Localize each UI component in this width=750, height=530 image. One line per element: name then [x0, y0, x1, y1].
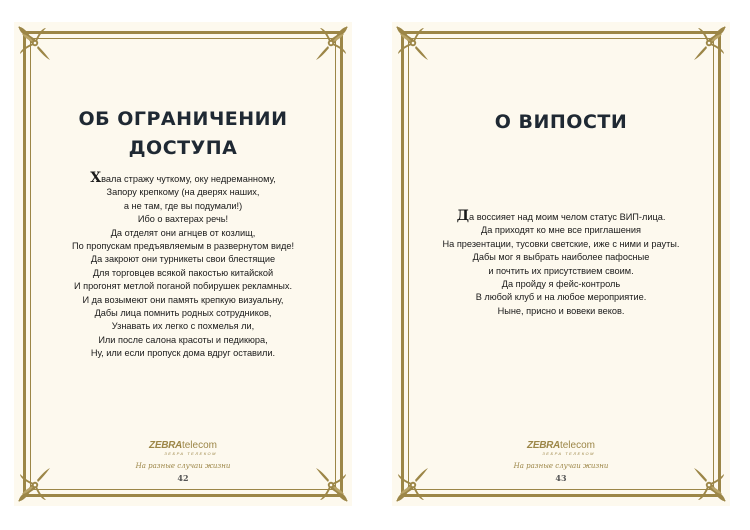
poem-line: Дабы лица помнить родных сотрудников,	[94, 308, 272, 319]
logo-second: telecom	[181, 440, 217, 451]
title-line: ОБ ОГРАНИЧЕНИИ	[78, 108, 288, 130]
poem-line: Да закроют они турникеты свои блестящие	[90, 254, 276, 265]
zebra-telecom-logo	[527, 440, 595, 456]
floral-corner-ornament-icon	[392, 22, 432, 62]
slogan: На разные случаи жизни	[135, 462, 231, 470]
page-43	[392, 22, 730, 506]
poem-text	[416, 210, 706, 318]
poem-line: И да возымеют они память крепкую визуальну,	[82, 294, 284, 305]
title-line: ДОСТУПА	[128, 137, 238, 159]
poem-line: Или после салона красоты и педикюра,	[98, 334, 268, 345]
floral-corner-ornament-icon	[690, 22, 730, 62]
drop-cap: Х	[90, 170, 102, 186]
page-footer	[14, 440, 352, 483]
drop-cap: Д	[456, 208, 470, 224]
zebra-telecom-logo	[149, 440, 217, 456]
poem-line: а не там, где вы подумали!)	[123, 200, 243, 211]
poem-line-text: вала стражу чуткому, оку недреманному,	[101, 174, 276, 184]
poem-line: Ну, или если пропуск дома вдруг оставили.	[90, 348, 276, 359]
poem-line: Да отделят они агнцев от козлищ,	[110, 227, 256, 238]
title-line: О ВИПОСТИ	[494, 111, 628, 133]
logo-second: telecom	[559, 440, 595, 451]
poem-line: По пропускам предъявляемым в развернутом виде!	[71, 241, 295, 252]
poem-line: Ибо о вахтерах речь!	[137, 214, 229, 225]
page-footer	[392, 440, 730, 483]
page-number: 43	[555, 473, 567, 483]
floral-corner-ornament-icon	[14, 22, 54, 62]
logo-main: ZEBRA	[149, 440, 182, 451]
page-title	[422, 108, 700, 137]
poem-line: Для торговцев всякой пакостью китайской	[92, 267, 274, 278]
page-number: 42	[177, 473, 189, 483]
poem-line: На презентации, тусовки светские, иже с ними и рауты.	[442, 238, 680, 249]
poem-line	[38, 172, 328, 186]
poem-line: и почтить их присутствием своим.	[488, 265, 634, 276]
poem-text	[38, 172, 328, 361]
poem-line: Запору крепкому (на дверях наших,	[106, 187, 260, 198]
poem-line: В любой клуб и на любое мероприятие.	[475, 292, 647, 303]
poem-line: Узнавать их легко с похмелья ли,	[111, 321, 255, 332]
logo-subtitle: ЗЕБРА ТЕЛЕКОМ	[542, 451, 595, 456]
poem-line: Да пройду я фейс-контроль	[501, 279, 621, 290]
floral-corner-ornament-icon	[312, 22, 352, 62]
poem-line	[416, 210, 706, 224]
poem-line-text: а воссияет над моим челом статус ВИП-лица.	[469, 212, 666, 222]
page-title	[44, 105, 322, 163]
logo-subtitle: ЗЕБРА ТЕЛЕКОМ	[164, 451, 217, 456]
slogan: На разные случаи жизни	[513, 462, 609, 470]
logo-main: ZEBRA	[527, 440, 560, 451]
poem-line: Да приходят ко мне все приглашения	[481, 225, 641, 236]
page-42	[14, 22, 352, 506]
poem-line: И прогонят метлой поганой побирушек рекламных.	[73, 281, 293, 292]
poem-line: Ныне, присно и вовеки веков.	[497, 305, 625, 316]
poem-line: Дабы мог я выбрать наиболее пафосные	[472, 252, 650, 263]
